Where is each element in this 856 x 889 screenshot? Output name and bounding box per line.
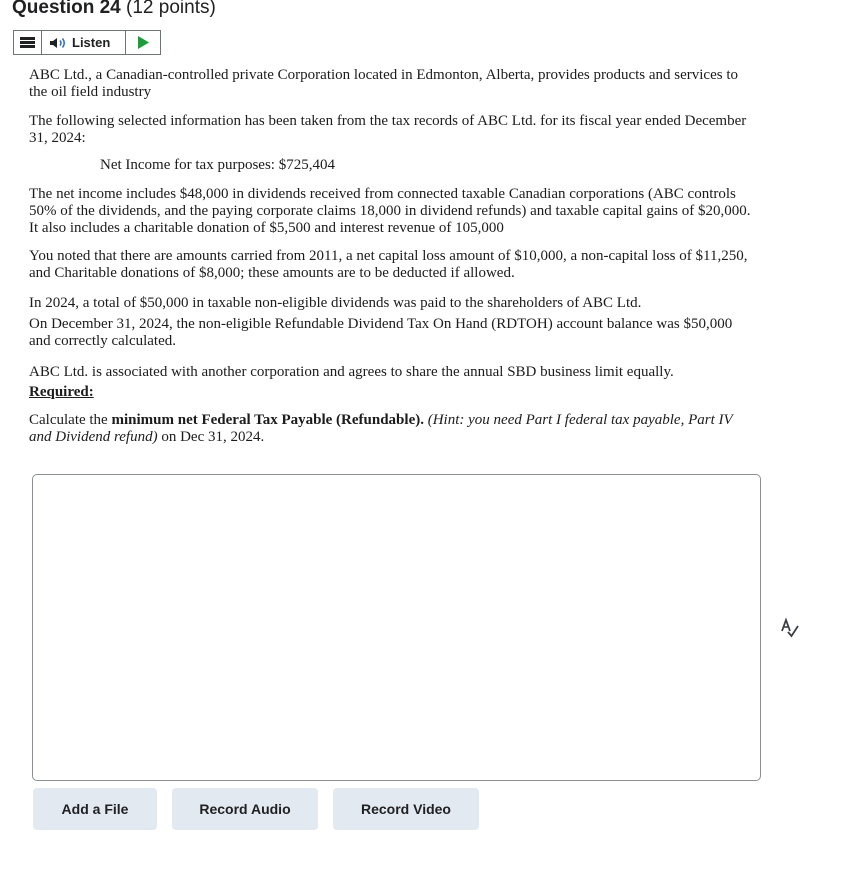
net-income-line: Net Income for tax purposes: $725,404: [100, 157, 335, 173]
required-heading: Required:: [29, 384, 94, 400]
record-video-button[interactable]: Record Video: [333, 788, 479, 830]
question-number: Question 24: [12, 0, 121, 18]
instruction-hint: (Hint: you need Part I federal tax payable, Part IV and Dividend refund): [29, 412, 733, 445]
question-points: (12 points): [126, 0, 216, 18]
answer-text-area[interactable]: [32, 474, 761, 781]
paragraph-instruction: [29, 412, 757, 446]
instruction-bold: minimum net Federal Tax Payable (Refundable).: [111, 412, 424, 428]
listen-button[interactable]: [42, 31, 126, 54]
play-icon: [137, 36, 149, 49]
paragraph-dividends-paid: In 2024, a total of $50,000 in taxable non-eligible dividends was paid to the shareholders of ABC Ltd.: [29, 295, 642, 311]
readspeaker-toolbar: [13, 30, 161, 55]
paragraph-association: ABC Ltd. is associated with another corporation and agrees to share the annual SBD business limit equally.: [29, 364, 674, 380]
paragraph-intro: The following selected information has been taken from the tax records of ABC Ltd. for its fiscal year ended December 31, 2024:: [29, 113, 747, 146]
instruction-text: Calculate the: [29, 412, 112, 428]
paragraph-rdtoh: On December 31, 2024, the non-eligible Refundable Dividend Tax On Hand (RDTOH) account balance was $50,000 and correctly calculated.: [29, 316, 733, 349]
spellcheck-icon[interactable]: [779, 617, 801, 644]
speaker-icon: [50, 37, 68, 49]
hamburger-menu-icon[interactable]: [14, 31, 42, 54]
instruction-date: on Dec 31, 2024.: [157, 429, 265, 445]
add-file-button[interactable]: Add a File: [33, 788, 157, 830]
question-title: [12, 0, 216, 19]
record-audio-button[interactable]: Record Audio: [172, 788, 318, 830]
listen-label: Listen: [72, 35, 111, 50]
paragraph-net-income-details: The net income includes $48,000 in dividends received from connected taxable Canadian corporations (ABC controls 50% of the dividends, and the paying corporate claims 18,000 in dividend refunds) and taxable capital gains of $20,000. It also includes a charitable donation of $5,500 and interest revenue of 105,000: [29, 186, 751, 236]
play-button[interactable]: [126, 31, 160, 54]
paragraph-company: ABC Ltd., a Canadian-controlled private Corporation located in Edmonton, Alberta, provides products and services to the oil field industry: [29, 67, 738, 100]
paragraph-carryforwards: You noted that there are amounts carried from 2011, a net capital loss amount of $10,000, a non-capital loss of $11,250, and Charitable donations of $8,000; these amounts are to be deducted if allowed.: [29, 248, 748, 281]
